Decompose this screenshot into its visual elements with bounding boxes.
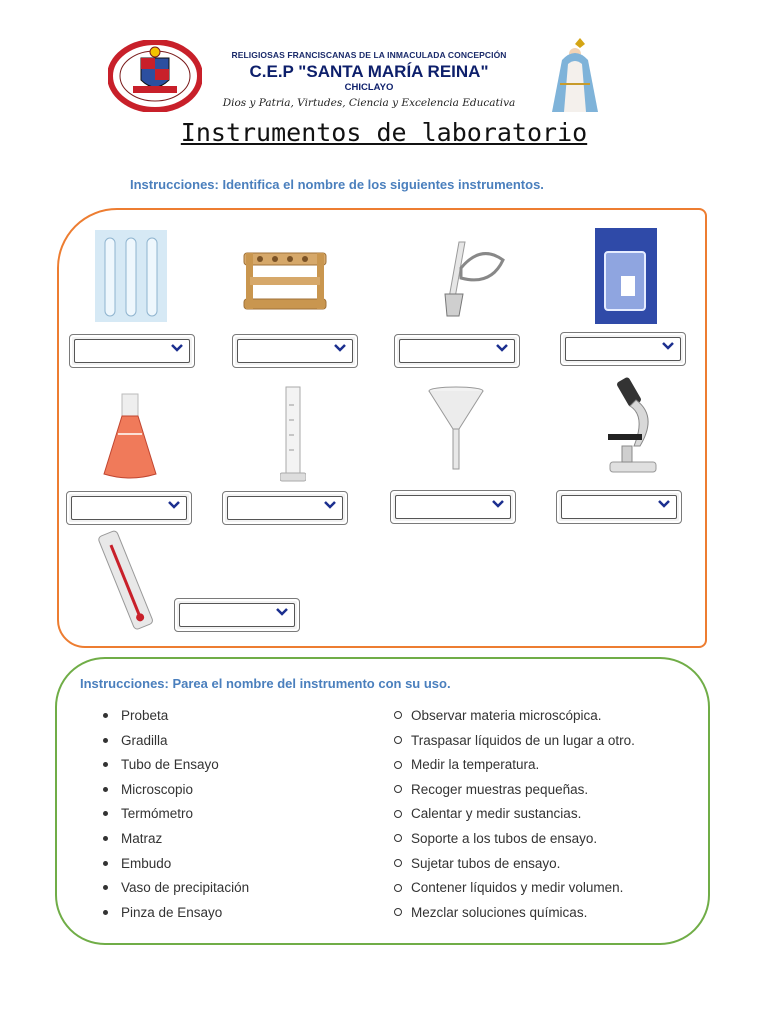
virgin-mary-icon (540, 38, 610, 116)
org-name: RELIGIOSAS FRANCISCANAS DE LA INMACULADA CONCEPCIÓN (231, 50, 507, 60)
list-item: Medir la temperatura. (394, 753, 635, 778)
chevron-down-icon (495, 342, 509, 354)
microscope-icon (600, 376, 664, 476)
uses-list (394, 704, 635, 925)
dropdown-4[interactable] (560, 332, 686, 366)
dropdown-3[interactable] (394, 334, 520, 368)
beaker-icon (595, 228, 657, 324)
list-item: Vaso de precipitación (103, 876, 249, 901)
chevron-down-icon (170, 342, 184, 354)
list-item: Sujetar tubos de ensayo. (394, 852, 635, 877)
dropdown-8[interactable] (556, 490, 682, 524)
test-tube-rack-icon (240, 245, 330, 315)
school-city: CHICLAYO (344, 82, 394, 93)
list-item: Embudo (103, 852, 249, 877)
chevron-down-icon (323, 499, 337, 511)
list-item: Contener líquidos y medir volumen. (394, 876, 635, 901)
test-tube-clamp-icon (437, 238, 515, 320)
instruction-identify: Instrucciones: Identifica el nombre de los siguientes instrumentos. (130, 177, 544, 192)
dropdown-1[interactable] (69, 334, 195, 368)
list-item: Traspasar líquidos de un lugar a otro. (394, 729, 635, 754)
chevron-down-icon (275, 606, 289, 618)
school-name: C.E.P "SANTA MARÍA REINA" (249, 62, 489, 81)
graduated-cylinder-icon (280, 385, 306, 485)
chevron-down-icon (661, 340, 675, 352)
list-item: Mezclar soluciones químicas. (394, 901, 635, 926)
chevron-down-icon (491, 498, 505, 510)
instruction-match: Instrucciones: Parea el nombre del instrumento con su uso. (80, 676, 451, 691)
dropdown-7[interactable] (390, 490, 516, 524)
school-crest-icon (108, 40, 202, 112)
list-item: Observar materia microscópica. (394, 704, 635, 729)
list-item: Probeta (103, 704, 249, 729)
list-item: Soporte a los tubos de ensayo. (394, 827, 635, 852)
dropdown-6[interactable] (222, 491, 348, 525)
list-item: Calentar y medir sustancias. (394, 802, 635, 827)
dropdown-2[interactable] (232, 334, 358, 368)
funnel-icon (426, 385, 486, 471)
instrument-list (103, 704, 249, 925)
dropdown-5[interactable] (66, 491, 192, 525)
list-item: Microscopio (103, 778, 249, 803)
erlenmeyer-flask-icon (100, 392, 160, 482)
chevron-down-icon (333, 342, 347, 354)
chevron-down-icon (657, 498, 671, 510)
school-motto: Dios y Patria, Virtudes, Ciencia y Excelencia Educativa (222, 97, 516, 109)
list-item: Matraz (103, 827, 249, 852)
chevron-down-icon (167, 499, 181, 511)
dropdown-9[interactable] (174, 598, 300, 632)
list-item: Pinza de Ensayo (103, 901, 249, 926)
page-title: Instrumentos de laboratorio (180, 118, 588, 147)
thermometer-icon (98, 528, 154, 634)
school-header (100, 38, 620, 116)
list-item: Recoger muestras pequeñas. (394, 778, 635, 803)
list-item: Tubo de Ensayo (103, 753, 249, 778)
list-item: Termómetro (103, 802, 249, 827)
test-tubes-icon (95, 230, 167, 322)
list-item: Gradilla (103, 729, 249, 754)
